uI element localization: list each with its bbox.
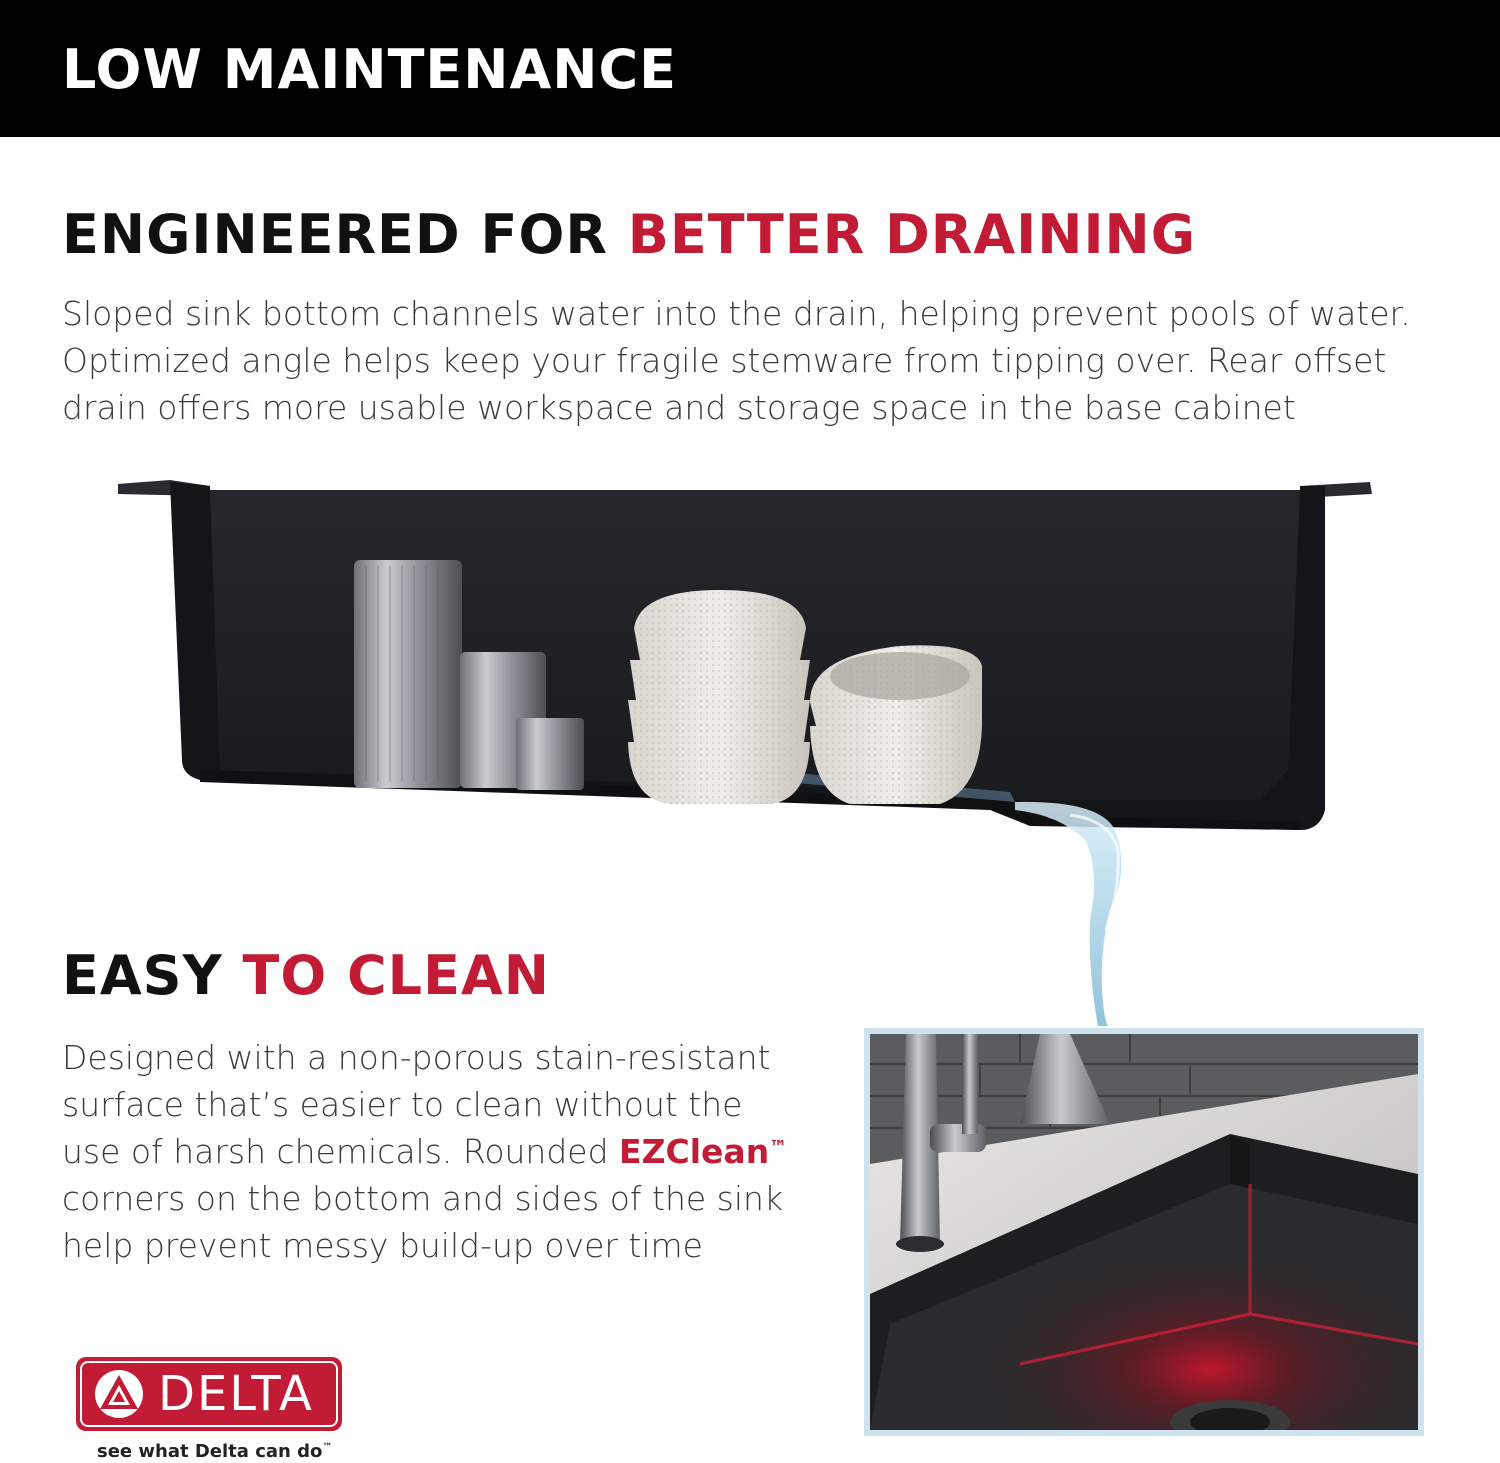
section-heading-clean	[62, 944, 550, 1008]
water-stream	[1015, 802, 1121, 1026]
heading-plain: EASY	[62, 944, 243, 1007]
section-heading-draining	[62, 203, 1196, 267]
header-title: LOW MAINTENANCE	[62, 38, 677, 101]
body-line: help prevent messy build-up over time	[62, 1226, 703, 1265]
header-bar	[0, 0, 1500, 137]
heading-accent: TO CLEAN	[242, 944, 550, 1007]
section-body-clean	[62, 1034, 787, 1269]
body-line: Designed with a non-porous stain-resistant	[62, 1038, 771, 1077]
ezclean-label: EZClean	[619, 1132, 770, 1171]
body-line: Sloped sink bottom channels water into the drain, helping prevent pools of water.	[62, 294, 1411, 333]
bowl-stack-right	[810, 645, 982, 804]
tall-glass	[354, 560, 462, 788]
tagline-trademark: ™	[322, 1442, 333, 1453]
bowl-stack-left	[628, 590, 810, 804]
tagline-text: see what Delta can do	[97, 1441, 323, 1462]
sink-corner-photo	[864, 1028, 1424, 1436]
body-line: Optimized angle helps keep your fragile stemware from tipping over. Rear offset	[62, 341, 1387, 380]
body-line: corners on the bottom and sides of the sink	[62, 1179, 784, 1218]
section-body-draining	[62, 290, 1411, 431]
delta-logo	[76, 1357, 342, 1431]
ezclean-term	[619, 1132, 787, 1171]
delta-triangle-icon	[90, 1369, 148, 1419]
short-glass	[516, 718, 584, 790]
logo-wordmark: DELTA	[158, 1366, 314, 1422]
sink-corner-photo-image	[870, 1034, 1418, 1430]
body-line: surface that’s easier to clean without the	[62, 1085, 743, 1124]
body-line: drain offers more usable workspace and storage space in the base cabinet	[62, 388, 1296, 427]
body-line	[62, 1128, 787, 1175]
body-text: use of harsh chemicals. Rounded	[62, 1132, 620, 1171]
brand-tagline	[97, 1437, 332, 1463]
heading-plain: ENGINEERED FOR	[62, 203, 628, 266]
trademark-mark: ™	[769, 1137, 788, 1158]
heading-accent: BETTER DRAINING	[627, 203, 1197, 266]
